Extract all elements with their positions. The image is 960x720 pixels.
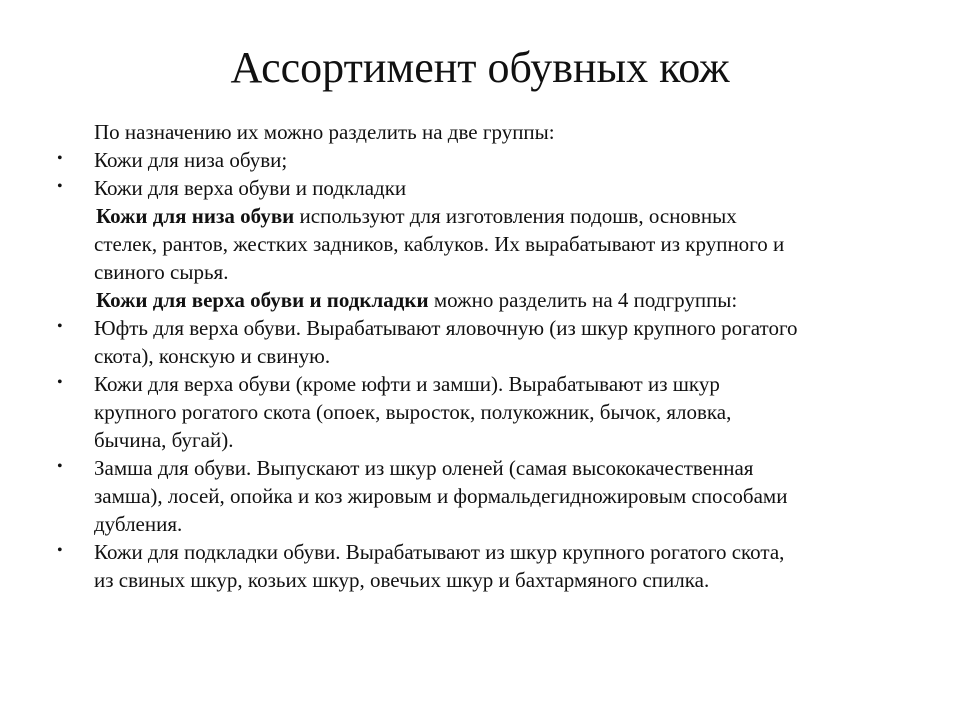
bullet-icon: • [57, 458, 63, 475]
bullet-icon: • [57, 542, 63, 559]
slide-title: Ассортимент обувных кож [230, 43, 730, 92]
bullet-continuation: крупного рогатого скота (опоек, выросток, полукожник, бычок, яловка, [94, 400, 732, 424]
bullet-text: Кожи для верха обуви и подкладки [94, 176, 407, 200]
paragraph-text: используют для изготовления подошв, основных [294, 204, 737, 228]
bullet-text: Кожи для подкладки обуви. Вырабатывают из шкур крупного рогатого скота, [94, 540, 785, 564]
intro-line: По назначению их можно разделить на две группы: [94, 120, 555, 144]
bullet-item [0, 174, 960, 202]
bullet-item [0, 454, 960, 482]
bullet-continuation: из свиных шкур, козьих шкур, овечьих шкур и бахтармяного спилка. [94, 568, 710, 592]
bullet-text: Замша для обуви. Выпускают из шкур оленей (самая высококачественная [94, 456, 754, 480]
bullet-item [0, 146, 960, 174]
bullet-icon: • [57, 318, 63, 335]
bullet-continuation: бычина, бугай). [94, 428, 234, 452]
paragraph-line [0, 202, 960, 230]
bullet-item [0, 370, 960, 398]
bullet-continuation: скота), конскую и свиную. [94, 344, 331, 368]
paragraph-text: можно разделить на 4 подгруппы: [428, 288, 738, 312]
bold-term: Кожи для низа обуви [96, 204, 295, 228]
slide-content [0, 118, 960, 594]
bullet-continuation: замша), лосей, опойка и коз жировым и формальдегидножировым способами [94, 484, 788, 508]
bullet-text: Кожи для верха обуви (кроме юфти и замши). Вырабатывают из шкур [94, 372, 720, 396]
bullet-continuation: дубления. [94, 512, 183, 536]
bullet-icon: • [57, 150, 63, 167]
bullet-item [0, 314, 960, 342]
bullet-text: Кожи для низа обуви; [94, 148, 288, 172]
bullet-icon: • [57, 374, 63, 391]
paragraph-line: стелек, рантов, жестких задников, каблуков. Их вырабатывают из крупного и [94, 232, 785, 256]
bullet-icon: • [57, 178, 63, 195]
bullet-item [0, 538, 960, 566]
bold-term: Кожи для верха обуви и подкладки [96, 288, 429, 312]
bullet-text: Юфть для верха обуви. Вырабатывают яловочную (из шкур крупного рогатого [94, 316, 798, 340]
paragraph-line: свиного сырья. [94, 260, 229, 284]
paragraph-line [0, 286, 960, 314]
